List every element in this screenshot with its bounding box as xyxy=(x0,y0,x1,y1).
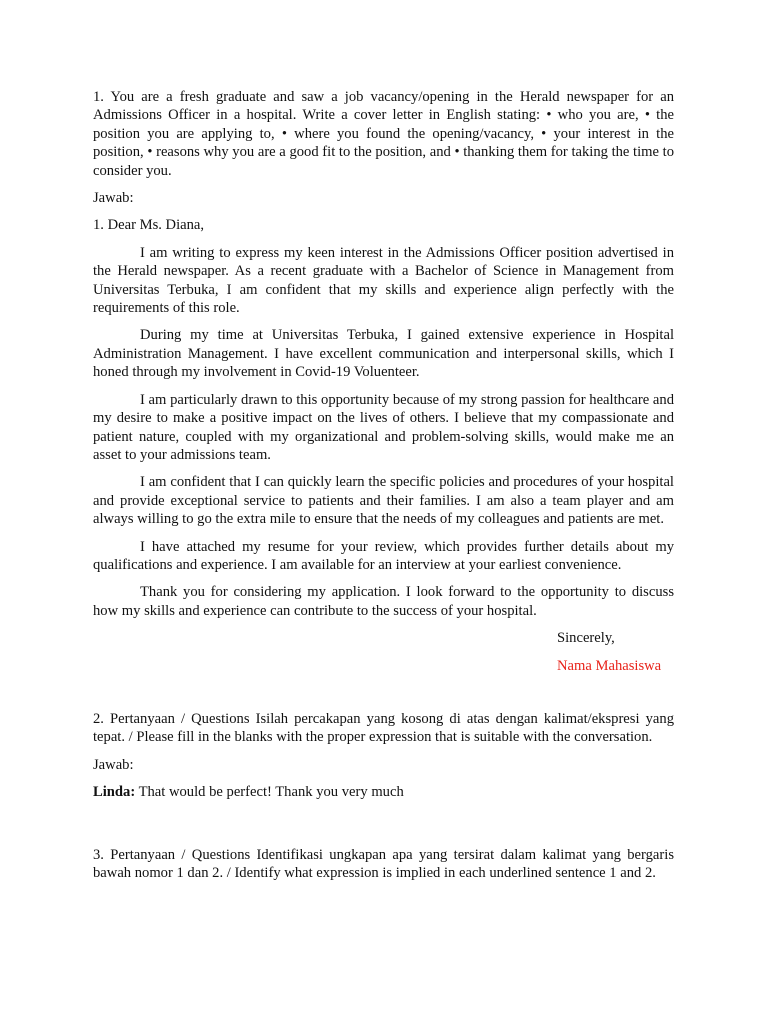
letter-paragraph-3: I am particularly drawn to this opportunity because of my strong passion for healthcare and my desire to make a positive impact on the lives of others. I believe that my compassionate and patient nature, coupled with my organizational and problem-solving skills, would make me an asset to your admissions team. xyxy=(93,391,674,463)
letter-paragraph-4: I am confident that I can quickly learn the specific policies and procedures of your hospital and provide exceptional service to patients and their families. I am also a team player and am always willing to go the extra mile to ensure that the needs of my colleagues and patients are met. xyxy=(93,474,674,528)
question-1-prompt: 1. You are a fresh graduate and saw a job vacancy/opening in the Herald newspaper for an Admissions Officer in a hospital. Write a cover letter in English stating: • who you are, • the position you are applying to, • where you found the opening/vacancy, • your interest in the position, • reasons why you are a good fit to the position, and • thanking them for taking the time to consider you. xyxy=(93,89,674,179)
letter-signature: Nama Mahasiswa xyxy=(557,657,662,674)
letter-paragraph-5: I have attached my resume for your review, which provides further details about my qualifications and experience. I am available for an interview at your earliest convenience. xyxy=(93,538,674,573)
letter-paragraph-2: During my time at Universitas Terbuka, I gained extensive experience in Hospital Administration Management. I have excellent communication and interpersonal skills, which I honed through my involvement in Covid-19 Voluenteer. xyxy=(93,327,674,381)
question-2-answer xyxy=(93,783,674,801)
speaker-name: Linda: xyxy=(93,784,136,801)
letter-paragraph-6: Thank you for considering my application. I look forward to the opportunity to discuss how my skills and experience can contribute to the success of your hospital. xyxy=(93,584,674,619)
speaker-line: That would be perfect! Thank you very much xyxy=(135,784,404,801)
question-2-answer-label: Jawab: xyxy=(93,756,134,773)
question-1-answer-label: Jawab: xyxy=(93,190,134,207)
document-body xyxy=(93,88,674,882)
letter-paragraph-1: I am writing to express my keen interest in the Admissions Officer position advertised in the Herald newspaper. As a recent graduate with a Bachelor of Science in Management from Universitas Terbuka, I am confident that my skills and experience align perfectly with the requirements of this role. xyxy=(93,244,674,317)
letter-closing: Sincerely, xyxy=(557,630,615,647)
letter-salutation: 1. Dear Ms. Diana, xyxy=(93,217,205,234)
section-spacer xyxy=(93,811,674,846)
section-spacer xyxy=(93,675,674,710)
question-3-prompt: 3. Pertanyaan / Questions Identifikasi ungkapan apa yang tersirat dalam kalimat yang bergaris bawah nomor 1 dan 2. / Identify what expression is implied in each underlined sentence 1 and 2. xyxy=(93,846,674,881)
question-2-prompt: 2. Pertanyaan / Questions Isilah percakapan yang kosong di atas dengan kalimat/ekspresi yang tepat. / Please fill in the blanks with the proper expression that is suitable with the conversation. xyxy=(93,710,674,746)
